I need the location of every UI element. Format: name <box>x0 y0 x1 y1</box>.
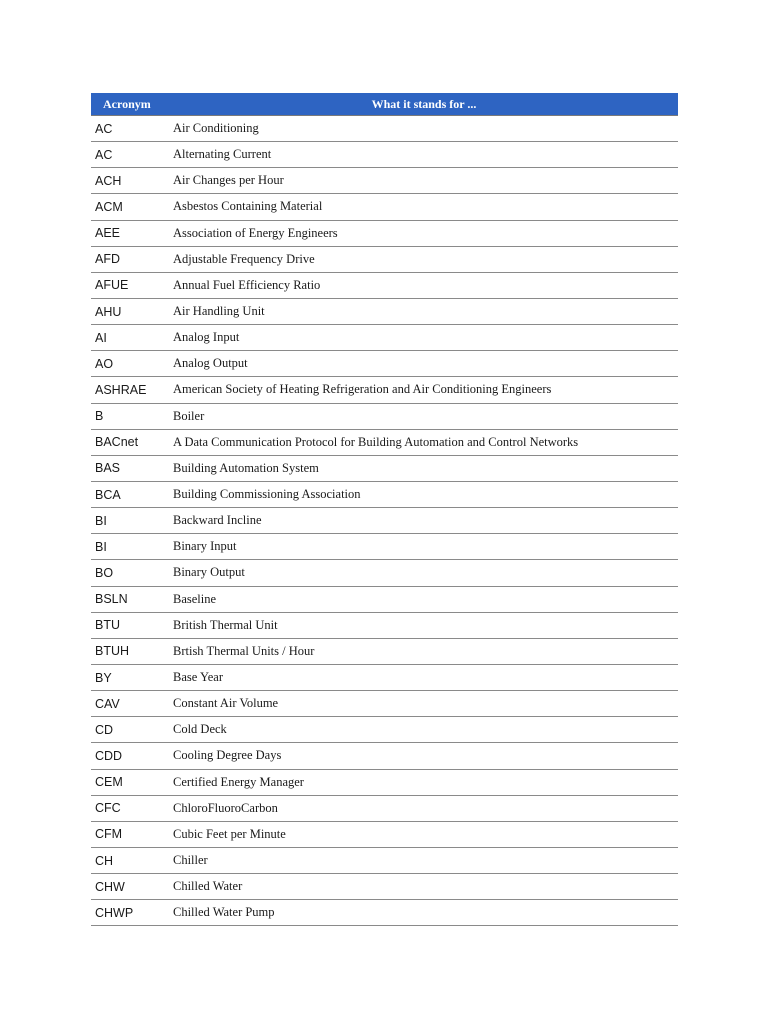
meaning-cell: Cold Deck <box>170 717 678 743</box>
meaning-cell: Chiller <box>170 847 678 873</box>
meaning-cell: Brtish Thermal Units / Hour <box>170 638 678 664</box>
meaning-cell: Backward Incline <box>170 508 678 534</box>
acronym-cell: CFC <box>91 795 170 821</box>
acronym-cell: BO <box>91 560 170 586</box>
acronym-cell: BAS <box>91 455 170 481</box>
table-body <box>91 116 678 926</box>
table-row <box>91 351 678 377</box>
table-row <box>91 142 678 168</box>
table-row <box>91 691 678 717</box>
acronym-cell: B <box>91 403 170 429</box>
table-row <box>91 168 678 194</box>
meaning-cell: Air Handling Unit <box>170 298 678 324</box>
meaning-cell: British Thermal Unit <box>170 612 678 638</box>
acronym-cell: CH <box>91 847 170 873</box>
table-row <box>91 769 678 795</box>
meaning-cell: Adjustable Frequency Drive <box>170 246 678 272</box>
meaning-cell: Association of Energy Engineers <box>170 220 678 246</box>
meaning-cell: Building Automation System <box>170 455 678 481</box>
acronym-cell: AFD <box>91 246 170 272</box>
table-row <box>91 638 678 664</box>
table-row <box>91 325 678 351</box>
acronym-cell: AEE <box>91 220 170 246</box>
acronym-cell: BY <box>91 664 170 690</box>
acronym-cell: AHU <box>91 298 170 324</box>
acronym-cell: ACM <box>91 194 170 220</box>
acronym-cell: CFM <box>91 821 170 847</box>
meaning-cell: Binary Input <box>170 534 678 560</box>
table-row <box>91 220 678 246</box>
meaning-cell: Baseline <box>170 586 678 612</box>
meaning-cell: Air Conditioning <box>170 116 678 142</box>
table-row <box>91 429 678 455</box>
table-row <box>91 664 678 690</box>
meaning-cell: Annual Fuel Efficiency Ratio <box>170 272 678 298</box>
table-row <box>91 116 678 142</box>
meaning-cell: ChloroFluoroCarbon <box>170 795 678 821</box>
acronym-cell: CDD <box>91 743 170 769</box>
meaning-cell: Chilled Water <box>170 874 678 900</box>
table-row <box>91 246 678 272</box>
table-row <box>91 612 678 638</box>
acronym-cell: AI <box>91 325 170 351</box>
acronym-cell: BTUH <box>91 638 170 664</box>
meaning-cell: Asbestos Containing Material <box>170 194 678 220</box>
acronym-cell: BCA <box>91 481 170 507</box>
table-header <box>91 93 678 116</box>
meaning-cell: Air Changes per Hour <box>170 168 678 194</box>
table-row <box>91 586 678 612</box>
acronym-cell: BACnet <box>91 429 170 455</box>
meaning-cell: Analog Output <box>170 351 678 377</box>
meaning-cell: Cooling Degree Days <box>170 743 678 769</box>
meaning-cell: Building Commissioning Association <box>170 481 678 507</box>
table-row <box>91 481 678 507</box>
header-row <box>91 93 678 116</box>
acronym-cell: BI <box>91 508 170 534</box>
table-row <box>91 847 678 873</box>
table-row <box>91 298 678 324</box>
acronym-cell: BI <box>91 534 170 560</box>
table-row <box>91 900 678 926</box>
acronym-cell: ACH <box>91 168 170 194</box>
table-row <box>91 455 678 481</box>
acronym-cell: BTU <box>91 612 170 638</box>
acronym-cell: AC <box>91 116 170 142</box>
table-row <box>91 560 678 586</box>
acronym-cell: AO <box>91 351 170 377</box>
table-row <box>91 272 678 298</box>
meaning-cell: Cubic Feet per Minute <box>170 821 678 847</box>
table-row <box>91 743 678 769</box>
table-row <box>91 821 678 847</box>
table-row <box>91 194 678 220</box>
acronym-cell: CD <box>91 717 170 743</box>
acronym-cell: ASHRAE <box>91 377 170 403</box>
acronym-cell: CHWP <box>91 900 170 926</box>
meaning-cell: Alternating Current <box>170 142 678 168</box>
meaning-column-header: What it stands for ... <box>170 93 678 116</box>
meaning-cell: Certified Energy Manager <box>170 769 678 795</box>
meaning-cell: Chilled Water Pump <box>170 900 678 926</box>
meaning-cell: Constant Air Volume <box>170 691 678 717</box>
table-row <box>91 874 678 900</box>
meaning-cell: Analog Input <box>170 325 678 351</box>
table-row <box>91 377 678 403</box>
acronym-cell: CHW <box>91 874 170 900</box>
meaning-cell: Boiler <box>170 403 678 429</box>
acronym-cell: CEM <box>91 769 170 795</box>
acronym-cell: AFUE <box>91 272 170 298</box>
acronym-column-header: Acronym <box>91 93 170 116</box>
meaning-cell: Binary Output <box>170 560 678 586</box>
table-row <box>91 795 678 821</box>
acronym-cell: BSLN <box>91 586 170 612</box>
meaning-cell: American Society of Heating Refrigeration and Air Conditioning Engineers <box>170 377 678 403</box>
table-row <box>91 403 678 429</box>
acronym-cell: CAV <box>91 691 170 717</box>
table-row <box>91 717 678 743</box>
acronym-table <box>91 93 678 926</box>
meaning-cell: Base Year <box>170 664 678 690</box>
table-row <box>91 534 678 560</box>
table-row <box>91 508 678 534</box>
acronym-cell: AC <box>91 142 170 168</box>
meaning-cell: A Data Communication Protocol for Building Automation and Control Networks <box>170 429 678 455</box>
